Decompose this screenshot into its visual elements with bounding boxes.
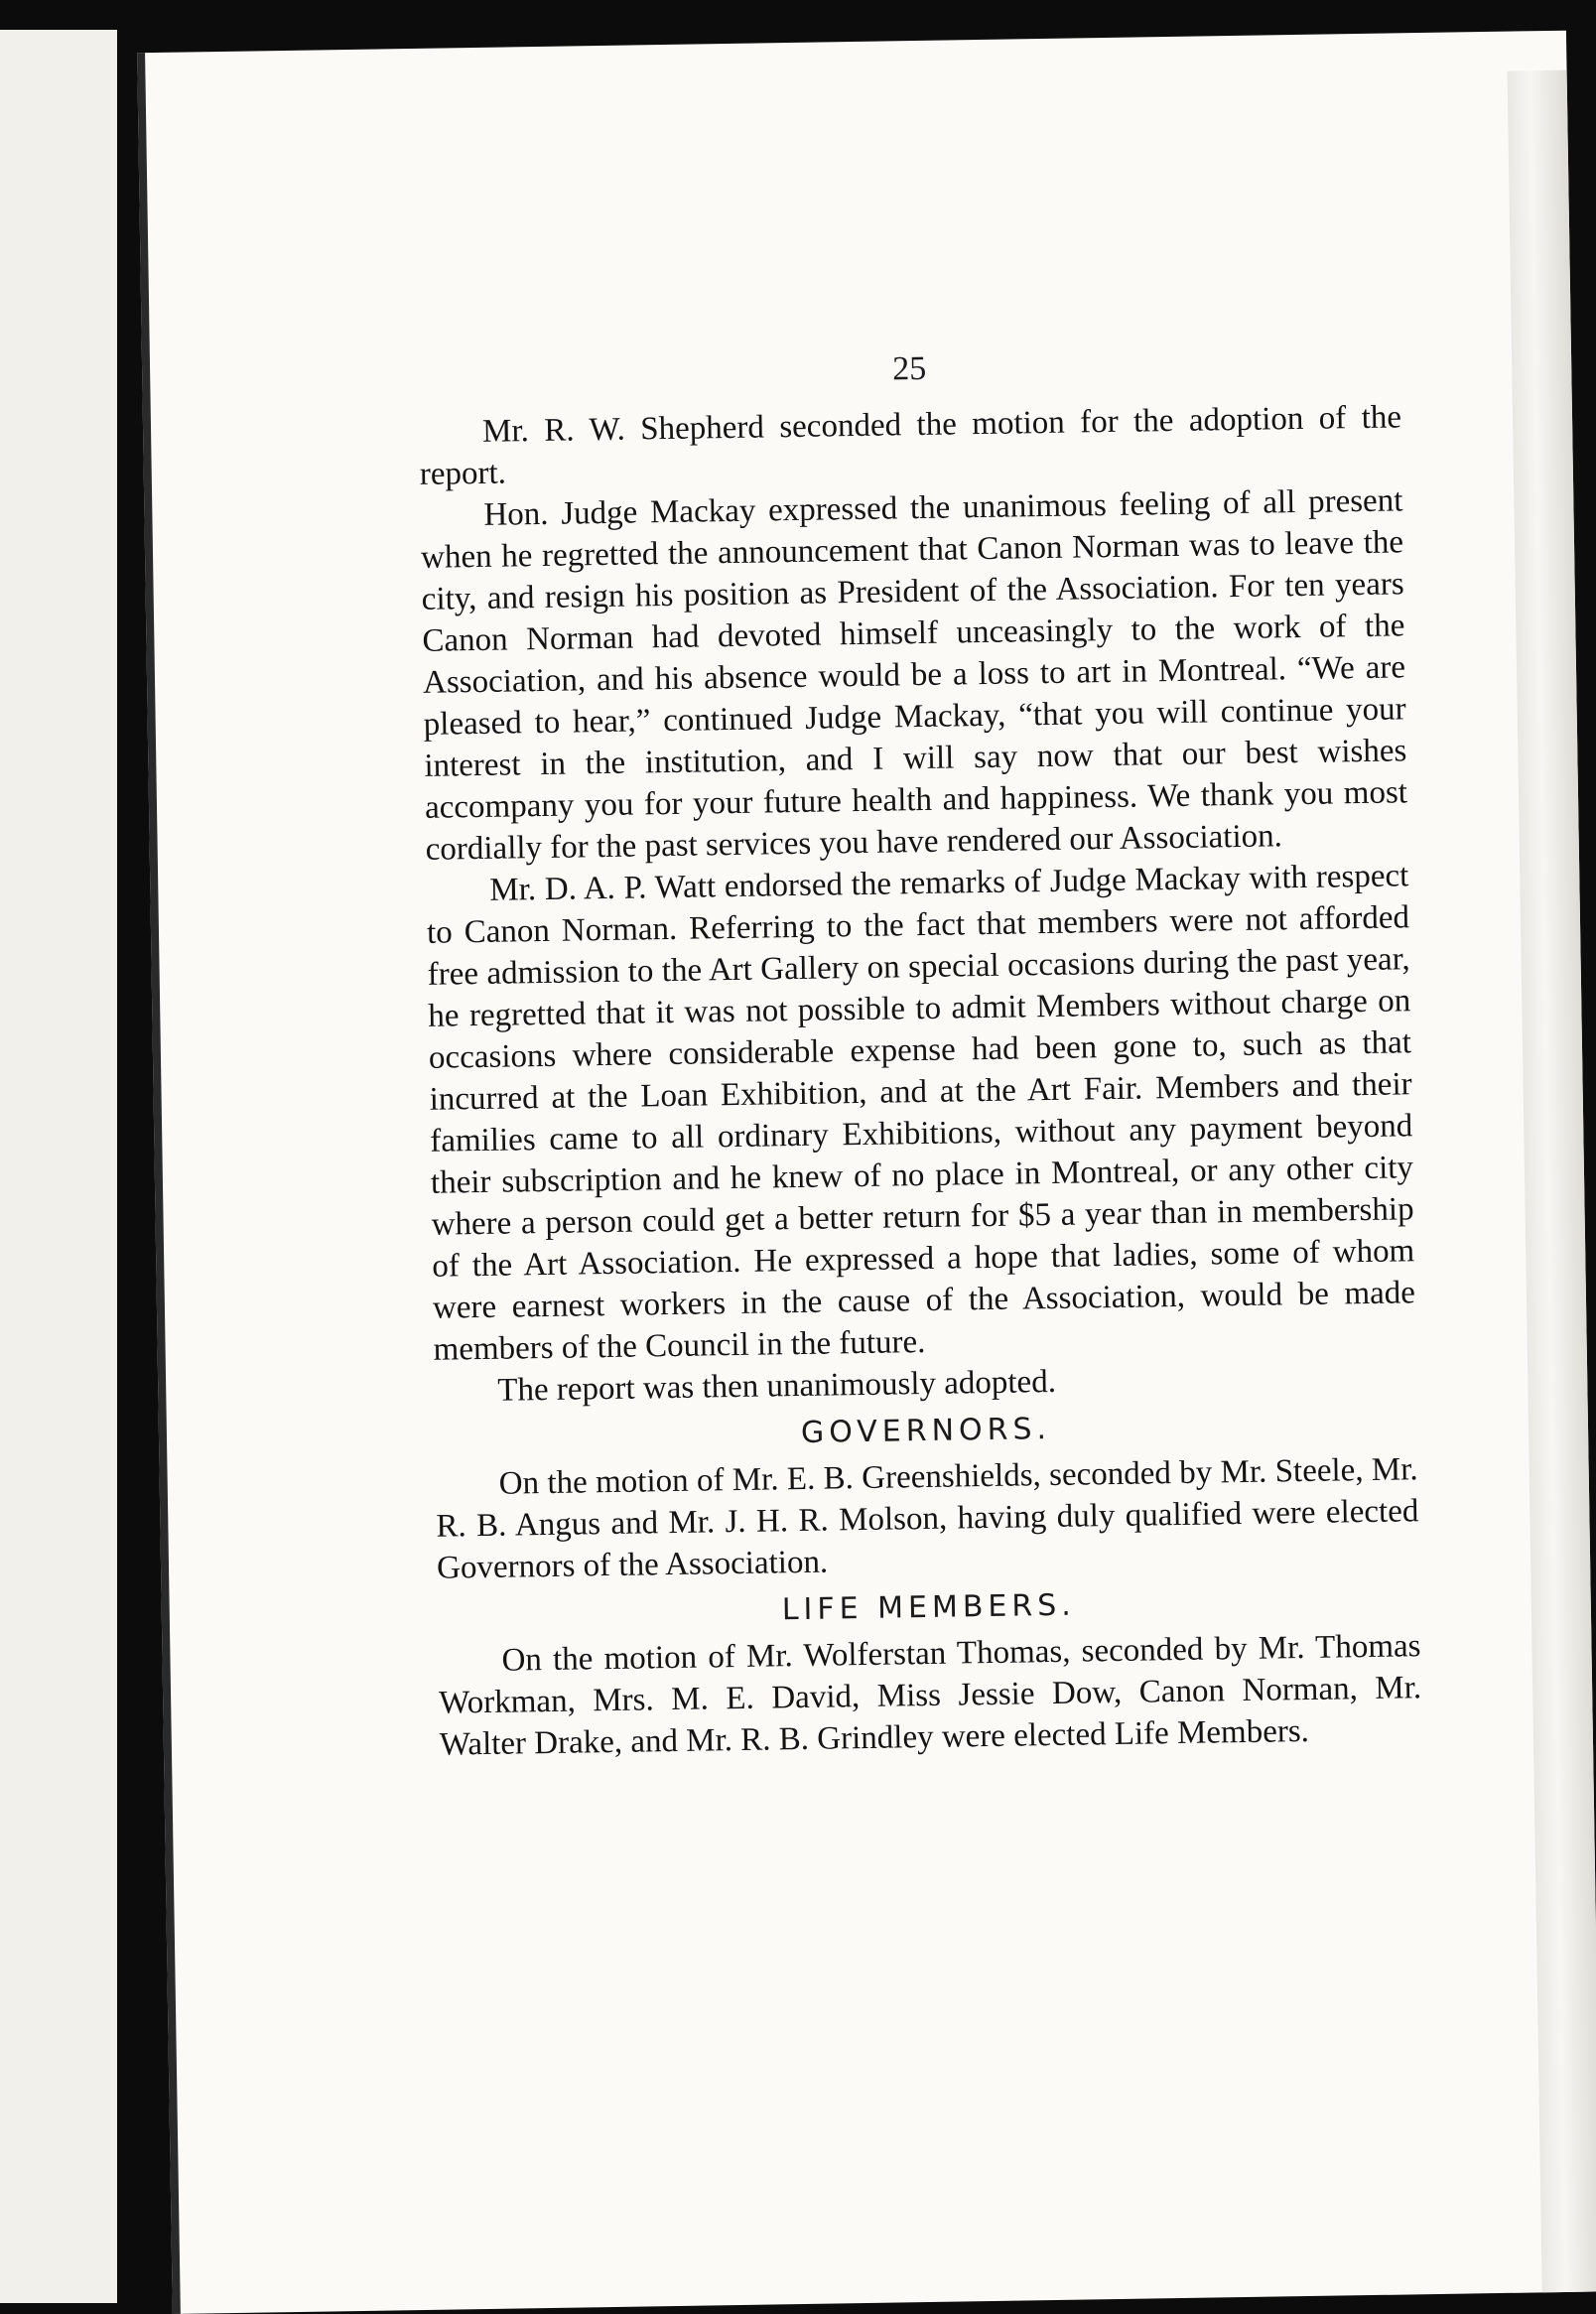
page-text-block: [418, 340, 1422, 1765]
paragraph-watt: Mr. D. A. P. Watt endorsed the remarks of Judge Mackay with respect to Canon Norman. Referring to the fact that members were not afforded free admission to the Art Gallery on special occasions during the past year, he regretted that it was not possible to admit Members without charge on occasions where considerable expense had been gone to, such as that incurred at the Loan Exhibition, and at the Art Fair. Members and their families came to all ordinary Exhibitions, without any payment beyond their subscription and he knew of no place in Montreal, or any other city where a person could get a better return for $5 a year than in membership of the Art Association. He expressed a hope that ladies, some of whom were earnest workers in the cause of the Association, would be made members of the Council in the future.: [426, 858, 1416, 1368]
life-members-heading: LIFE MEMBERS.: [781, 1587, 1077, 1628]
life-members-paragraph: On the motion of Mr. Wolferstan Thomas, seconded by Mr. Thomas Workman, Mrs. M. E. David, Miss Jessie Dow, Canon Norman, Mr. Walter Drake, and Mr. R. B. Grindley were elected Life Members.: [438, 1628, 1422, 1763]
page-fore-edge: [1508, 70, 1596, 2293]
governors-paragraph: On the motion of Mr. E. B. Greenshields, seconded by Mr. Steele, Mr. R. B. Angus and Mr. J. H. R. Molson, having duly qualified were elected Governors of the Association.: [436, 1451, 1419, 1586]
previous-page-edge: [0, 30, 117, 2303]
book-page: [137, 31, 1596, 2314]
paragraph-report-adopted: The report was then unanimously adopted.: [497, 1363, 1057, 1409]
page-number: 25: [891, 349, 927, 388]
paragraph-shepherd: Mr. R. W. Shepherd seconded the motion for the adoption of the report.: [419, 399, 1402, 492]
paragraph-mackay: Hon. Judge Mackay expressed the unanimous feeling of all present when he regretted the announcement that Canon Norman was to leave the city, and resign his position as President of the Association. For ten years Canon Norman had devoted himself unceasingly to the work of the Association, and his absence would be a loss to art in Montreal. “We are pleased to hear,” continued Judge Mackay, “that you will continue your interest in the institution, and I will say now that our best wishes accompany you for your future health and happiness. We thank you most cordially for the past services you have rendered our Association.: [420, 482, 1408, 868]
page-gutter: [137, 53, 181, 2314]
governors-heading: GOVERNORS.: [800, 1412, 1052, 1450]
